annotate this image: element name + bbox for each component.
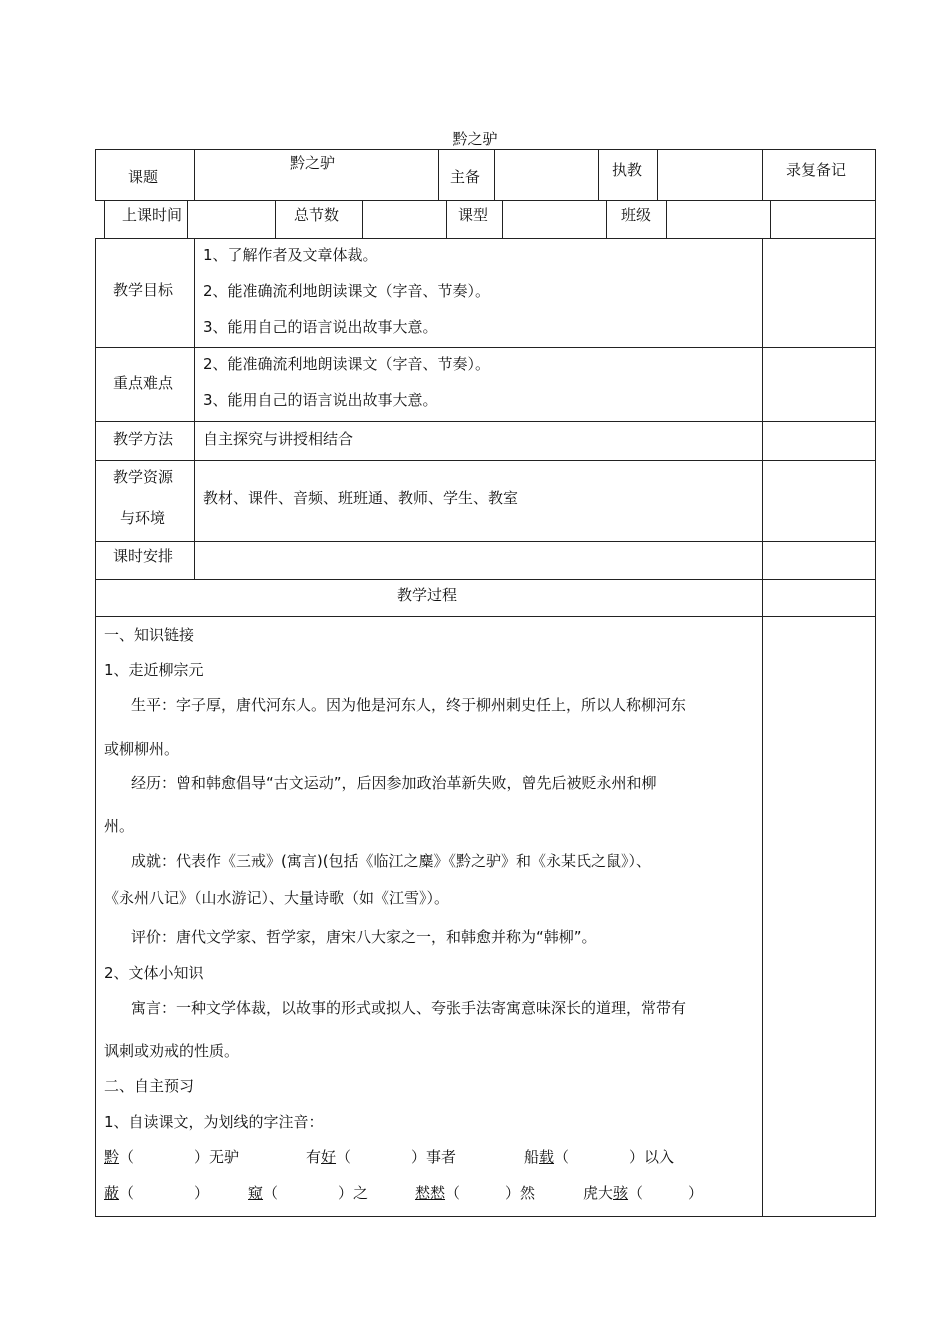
lead-preparer-label: 主备 — [450, 168, 481, 186]
pinyin-item: 慭慭（ ）然 — [415, 1184, 536, 1202]
resources-value: 教材、课件、音频、班班通、教师、学生、教室 — [203, 489, 519, 507]
process-heading: 教学过程 — [397, 586, 458, 604]
pinyin-item: 蔽（ ） — [104, 1184, 210, 1202]
paragraph-line: 寓言：一种文学体裁，以故事的形式或拟人、夸张手法寄寓意味深长的道理，常带有 — [131, 999, 687, 1017]
subsection-heading: 2、文体小知识 — [104, 964, 204, 982]
section-heading: 二、自主预习 — [104, 1077, 195, 1095]
class-time-label: 上课时间 — [122, 206, 183, 224]
objectives-label: 教学目标 — [113, 281, 174, 299]
class-label: 班级 — [621, 206, 652, 224]
section-heading: 一、知识链接 — [104, 626, 195, 644]
key-points-label: 重点难点 — [113, 374, 174, 392]
method-value: 自主探究与讲授相结合 — [203, 430, 354, 448]
resources-label-line1: 教学资源 — [113, 468, 174, 486]
key-point-item: 2、能准确流利地朗读课文（字音、节奏）。 — [203, 355, 491, 373]
topic-label: 课题 — [128, 168, 159, 186]
total-periods-label: 总节数 — [294, 206, 340, 224]
objective-item: 1、了解作者及文章体裁。 — [203, 246, 378, 264]
teacher-label: 执教 — [612, 161, 643, 179]
pinyin-item: 窥（ ）之 — [248, 1184, 369, 1202]
paragraph-line: 讽刺或劝戒的性质。 — [104, 1042, 240, 1060]
document-title: 黔之驴 — [452, 130, 498, 148]
paragraph-line: 《永州八记》（山水游记）、大量诗歌（如《江雪》）。 — [104, 889, 450, 907]
schedule-label: 课时安排 — [113, 547, 174, 565]
method-label: 教学方法 — [113, 430, 174, 448]
pinyin-item: 有好（ ）事者 — [306, 1148, 457, 1166]
paragraph-line: 生平：字子厚，唐代河东人。因为他是河东人，终于柳州刺史任上，所以人称柳河东 — [131, 696, 687, 714]
pinyin-item: 虎大骇（ ） — [583, 1184, 704, 1202]
exercise-instruction: 1、自读课文，为划线的字注音： — [104, 1113, 324, 1131]
pinyin-item: 船载（ ）以入 — [524, 1148, 675, 1166]
lesson-type-label: 课型 — [458, 206, 489, 224]
resources-label-line2: 与环境 — [120, 509, 166, 527]
objective-item: 3、能用自己的语言说出故事大意。 — [203, 318, 438, 336]
paragraph-line: 或柳柳州。 — [104, 740, 180, 758]
subsection-heading: 1、走近柳宗元 — [104, 661, 204, 679]
paragraph-line: 经历：曾和韩愈倡导“古文运动”，后因参加政治革新失败，曾先后被贬永州和柳 — [131, 774, 657, 792]
topic-value: 黔之驴 — [290, 154, 336, 172]
pinyin-item: 黔（ ）无驴 — [104, 1148, 240, 1166]
paragraph-line: 成就：代表作《三戒》(寓言)(包括《临江之麋》《黔之驴》和《永某氏之鼠》）、 — [131, 852, 652, 870]
paragraph-line: 州。 — [104, 817, 135, 835]
paragraph-line: 评价：唐代文学家、哲学家，唐宋八大家之一，和韩愈并称为“韩柳”。 — [131, 928, 597, 946]
review-notes-label: 录复备记 — [786, 161, 847, 179]
objective-item: 2、能准确流利地朗读课文（字音、节奏）。 — [203, 282, 491, 300]
key-point-item: 3、能用自己的语言说出故事大意。 — [203, 391, 438, 409]
